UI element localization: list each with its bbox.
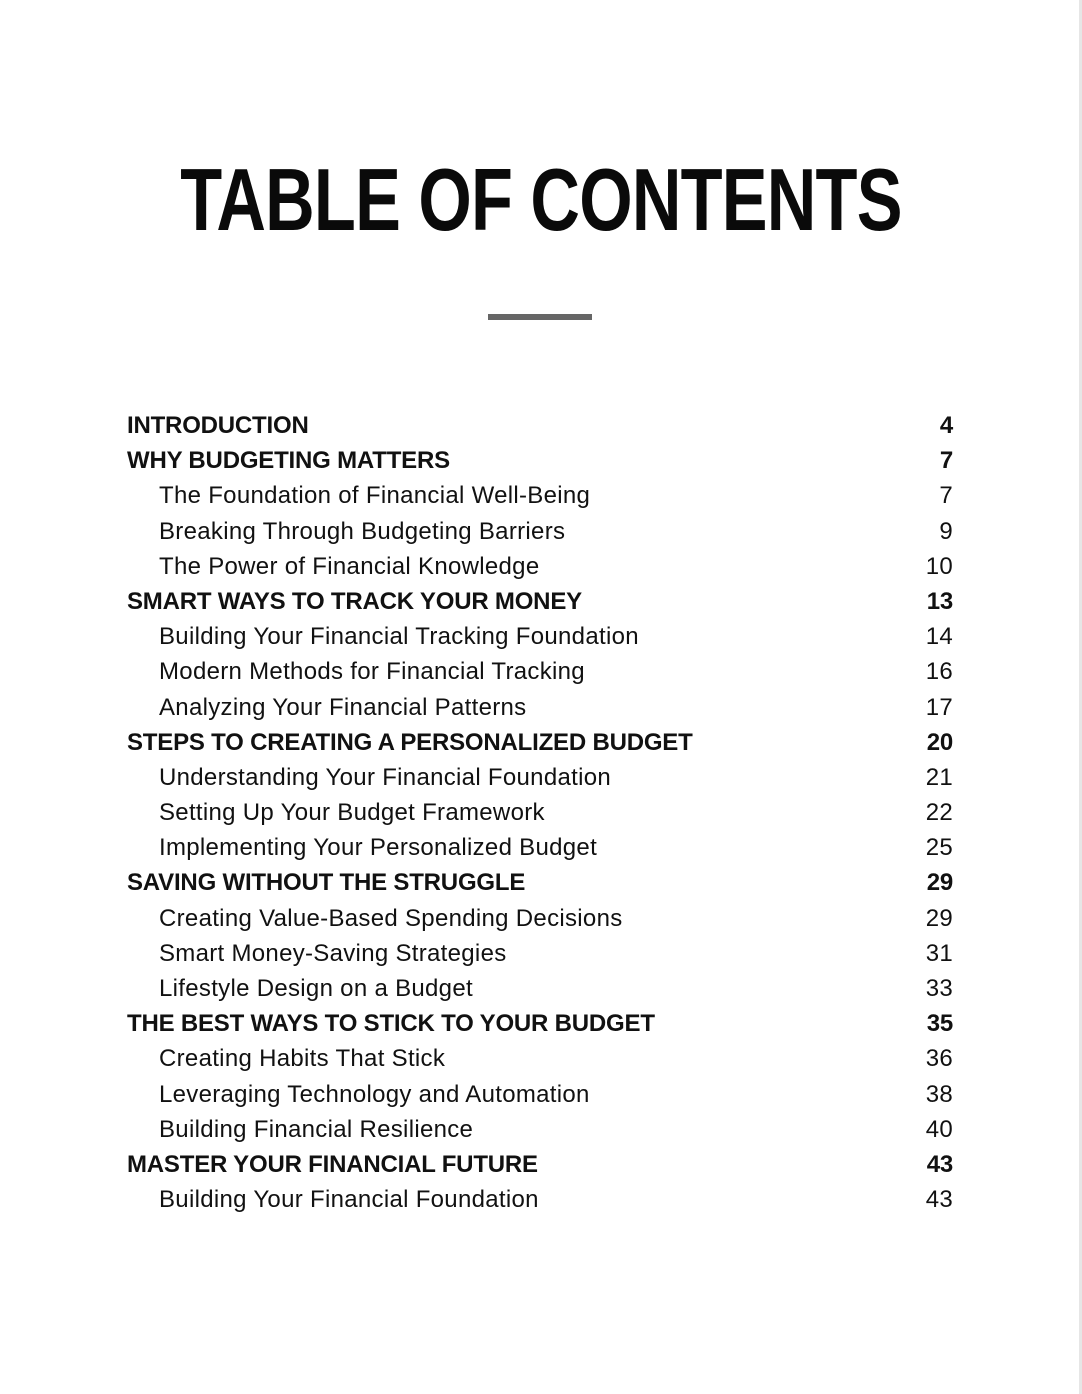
toc-chapter-entry[interactable] [127, 725, 953, 760]
table-of-contents [127, 408, 953, 1217]
toc-page-number: 29 [925, 904, 953, 932]
toc-entry-label: WHY BUDGETING MATTERS [127, 447, 450, 475]
toc-entry-label: MASTER YOUR FINANCIAL FUTURE [127, 1150, 538, 1178]
toc-entry-label: THE BEST WAYS TO STICK TO YOUR BUDGET [127, 1010, 655, 1038]
toc-section-entry[interactable] [127, 1182, 953, 1217]
toc-page-number: 43 [925, 1186, 953, 1214]
toc-page-number: 17 [925, 693, 953, 721]
toc-entry-label: Implementing Your Personalized Budget [159, 834, 598, 862]
toc-entry-label: Creating Habits That Stick [159, 1045, 446, 1073]
toc-section-entry[interactable] [127, 1112, 953, 1147]
toc-section-entry[interactable] [127, 549, 953, 584]
toc-chapter-entry[interactable] [127, 1147, 953, 1182]
toc-entry-label: Understanding Your Financial Foundation [159, 763, 612, 791]
toc-entry-label: INTRODUCTION [127, 412, 309, 439]
toc-page-number: 4 [939, 412, 953, 439]
toc-page-number: 36 [925, 1045, 953, 1073]
toc-chapter-entry[interactable] [127, 408, 953, 443]
toc-section-entry[interactable] [127, 1077, 953, 1112]
toc-page-number: 9 [939, 517, 953, 545]
toc-entry-label: Setting Up Your Budget Framework [159, 799, 545, 827]
toc-entry-label: Modern Methods for Financial Tracking [159, 658, 585, 686]
toc-entry-label: STEPS TO CREATING A PERSONALIZED BUDGET [127, 728, 693, 756]
toc-page-number: 43 [926, 1150, 953, 1178]
toc-entry-label: Analyzing Your Financial Patterns [159, 693, 527, 721]
toc-entry-label: Leveraging Technology and Automation [159, 1080, 590, 1108]
toc-entry-label: SMART WAYS TO TRACK YOUR MONEY [127, 587, 582, 615]
toc-entry-label: The Foundation of Financial Well-Being [159, 482, 591, 510]
toc-page-number: 35 [926, 1010, 953, 1038]
toc-section-entry[interactable] [127, 830, 953, 865]
toc-chapter-entry[interactable] [127, 584, 953, 619]
toc-page-number: 13 [926, 587, 953, 615]
toc-chapter-entry[interactable] [127, 443, 953, 478]
toc-page-number: 10 [925, 552, 953, 580]
toc-section-entry[interactable] [127, 795, 953, 830]
page-title: TABLE OF CONTENTS [180, 150, 902, 249]
toc-page-number: 22 [925, 799, 953, 827]
toc-page-number: 25 [925, 834, 953, 862]
toc-entry-label: Smart Money-Saving Strategies [159, 939, 507, 967]
toc-page-number: 29 [926, 869, 953, 897]
toc-section-entry[interactable] [127, 971, 953, 1006]
toc-chapter-entry[interactable] [127, 865, 953, 900]
toc-section-entry[interactable] [127, 901, 953, 936]
toc-page-number: 40 [925, 1115, 953, 1143]
toc-page-number: 16 [925, 658, 953, 686]
toc-entry-label: The Power of Financial Knowledge [159, 552, 540, 580]
toc-entry-label: SAVING WITHOUT THE STRUGGLE [127, 869, 526, 897]
toc-page-number: 33 [925, 975, 953, 1002]
toc-section-entry[interactable] [127, 478, 953, 513]
toc-page-number: 31 [925, 939, 953, 967]
toc-entry-label: Creating Value-Based Spending Decisions [159, 904, 623, 932]
toc-section-entry[interactable] [127, 1041, 953, 1076]
toc-page-number: 7 [939, 447, 953, 475]
toc-section-entry[interactable] [127, 936, 953, 971]
toc-section-entry[interactable] [127, 690, 953, 725]
toc-page-number: 38 [925, 1080, 953, 1108]
toc-section-entry[interactable] [127, 654, 953, 689]
toc-page-number: 14 [925, 623, 953, 651]
toc-entry-label: Lifestyle Design on a Budget [159, 975, 473, 1002]
toc-entry-label: Building Your Financial Foundation [159, 1186, 539, 1214]
toc-page-number: 7 [939, 482, 953, 510]
toc-page-number: 20 [926, 728, 953, 756]
toc-chapter-entry[interactable] [127, 1006, 953, 1041]
toc-section-entry[interactable] [127, 514, 953, 549]
toc-section-entry[interactable] [127, 760, 953, 795]
title-divider [488, 314, 592, 320]
toc-entry-label: Building Financial Resilience [159, 1115, 474, 1143]
toc-entry-label: Building Your Financial Tracking Foundation [159, 623, 639, 651]
toc-page-number: 21 [925, 763, 953, 791]
toc-entry-label: Breaking Through Budgeting Barriers [159, 517, 566, 545]
toc-section-entry[interactable] [127, 619, 953, 654]
